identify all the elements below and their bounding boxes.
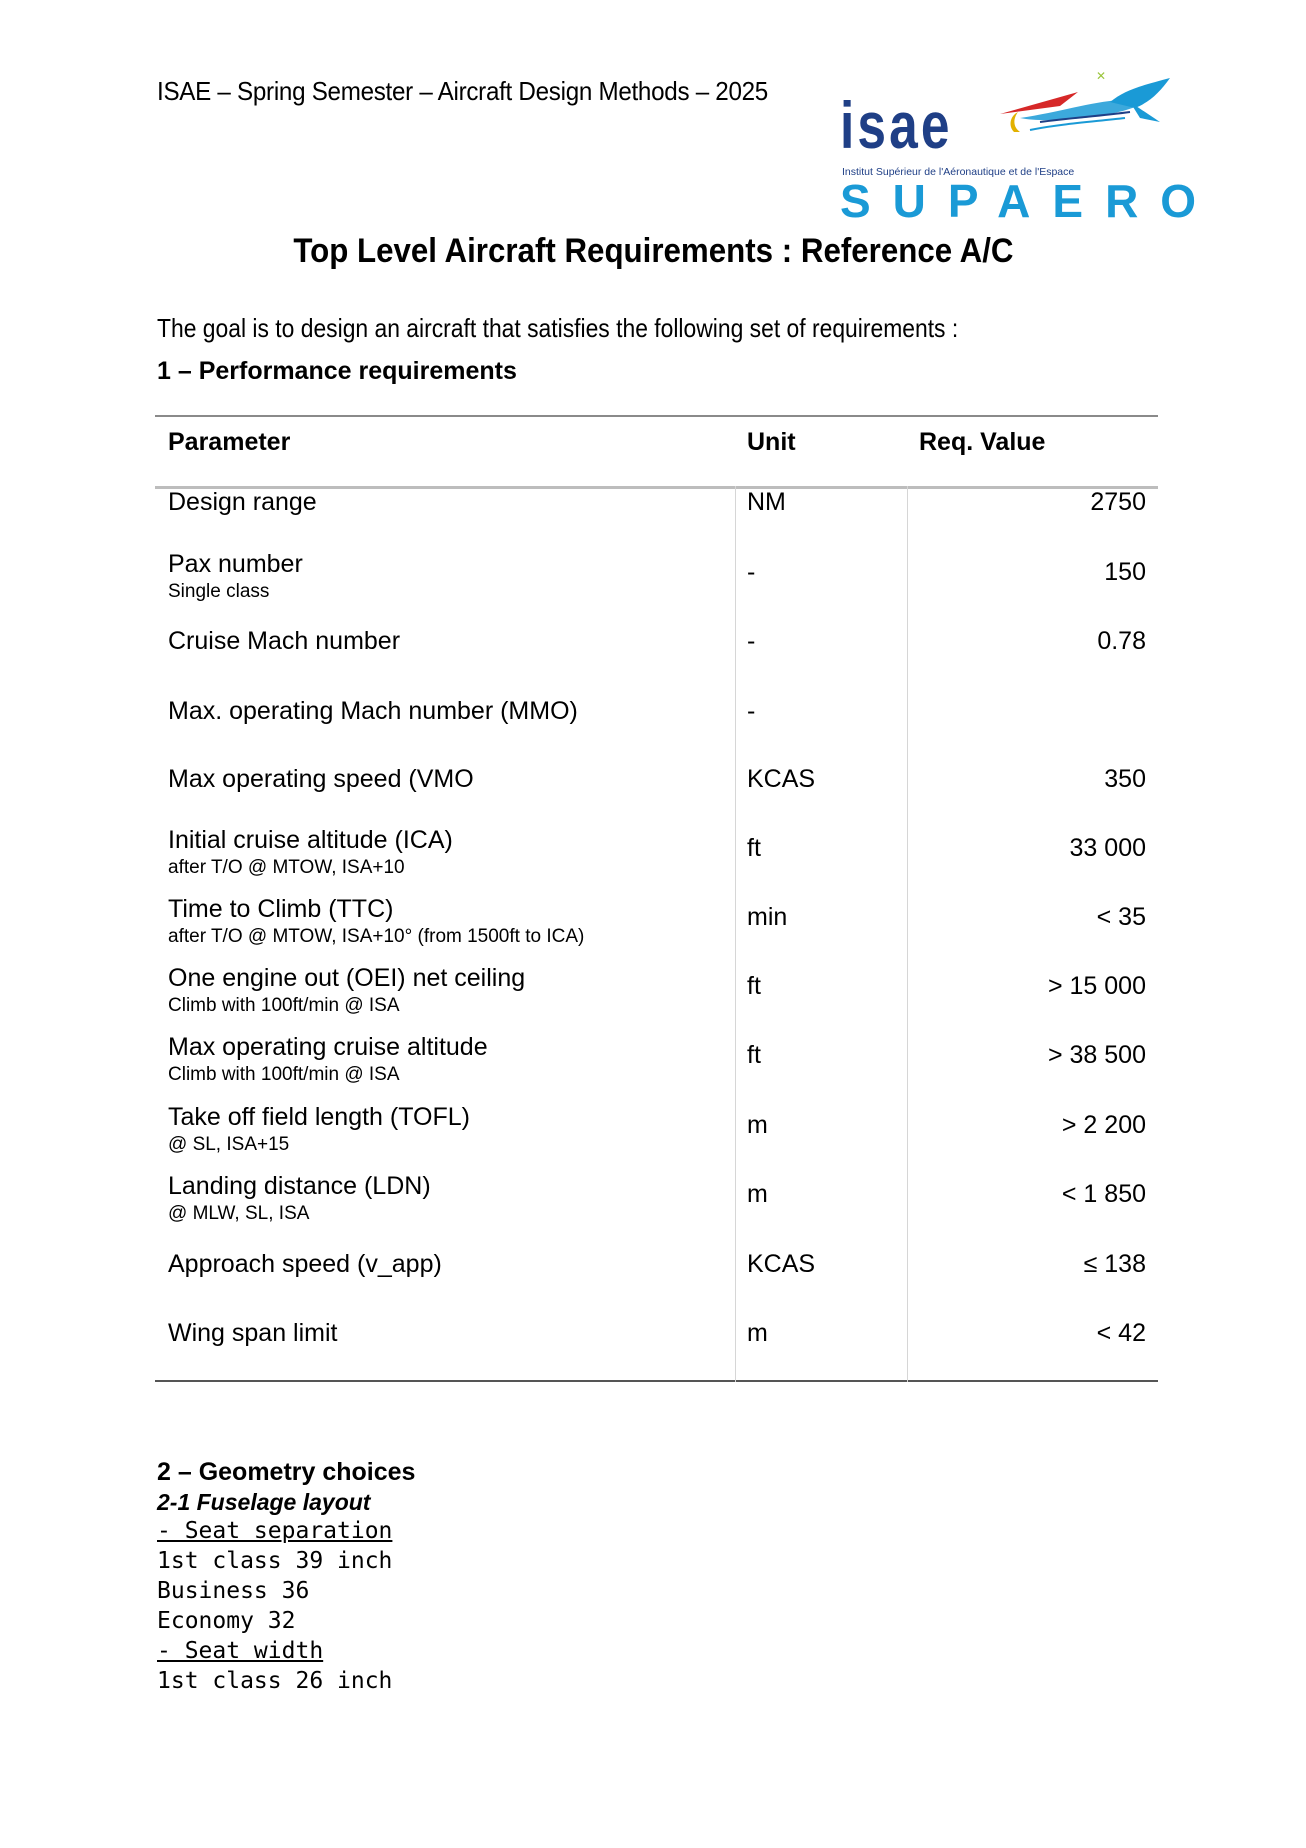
value-cell: < 1 850	[1061, 1180, 1146, 1208]
parameter-cell: One engine out (OEI) net ceiling	[168, 964, 526, 992]
logo-supaero-text: SUPAERO	[840, 175, 1219, 227]
value-cell: 150	[1104, 558, 1146, 586]
parameter-cell: Max operating speed (VMO	[168, 765, 474, 793]
value-cell: > 38 500	[1047, 1041, 1146, 1069]
section-1-heading: 1 – Performance requirements	[157, 357, 517, 385]
column-header-value: Req. Value	[919, 428, 1046, 456]
section-2-heading: 2 – Geometry choices	[157, 1458, 416, 1486]
value-cell: 2750	[1090, 488, 1146, 516]
text-line: 1st class 26 inch	[157, 1668, 393, 1694]
unit-cell: m	[747, 1180, 768, 1208]
unit-cell: -	[747, 627, 756, 655]
parameter-cell: Time to Climb (TTC)	[168, 895, 394, 923]
header-line: ISAE – Spring Semester – Aircraft Design Methods – 2025	[157, 76, 768, 106]
column-separator	[735, 486, 736, 1382]
subsection-label: - Seat separation	[157, 1518, 393, 1544]
value-cell: > 2 200	[1061, 1111, 1146, 1139]
unit-cell: KCAS	[747, 765, 816, 793]
text-line: Business 36	[157, 1578, 310, 1604]
unit-cell: ft	[747, 972, 761, 1000]
parameter-cell: Landing distance (LDN)	[168, 1172, 431, 1200]
section-2-1-heading: 2-1 Fuselage layout	[157, 1489, 371, 1515]
unit-cell: m	[747, 1319, 768, 1347]
unit-cell: -	[747, 558, 756, 586]
parameter-cell: Wing span limit	[168, 1319, 338, 1347]
unit-cell: KCAS	[747, 1250, 816, 1278]
parameter-condition: @ MLW, SL, ISA	[168, 1203, 310, 1224]
parameter-cell: Max. operating Mach number (MMO)	[168, 697, 578, 725]
value-cell: 0.78	[1097, 627, 1146, 655]
unit-cell: min	[747, 903, 788, 931]
parameter-cell: Take off field length (TOFL)	[168, 1103, 471, 1131]
value-cell: 33 000	[1069, 834, 1146, 862]
parameter-condition: @ SL, ISA+15	[168, 1134, 290, 1155]
unit-cell: ft	[747, 834, 761, 862]
parameter-cell: Max operating cruise altitude	[168, 1033, 488, 1061]
column-separator	[907, 486, 908, 1382]
text-line: Economy 32	[157, 1608, 296, 1634]
unit-cell: ft	[747, 1041, 761, 1069]
parameter-condition: Single class	[168, 581, 270, 602]
parameter-cell: Approach speed (v_app)	[168, 1250, 442, 1278]
subsection-label: - Seat width	[157, 1638, 324, 1664]
value-cell: 350	[1104, 765, 1146, 793]
parameter-condition: after T/O @ MTOW, ISA+10° (from 1500ft to ICA)	[168, 926, 585, 947]
document-title	[0, 232, 1306, 271]
column-header-parameter: Parameter	[168, 428, 291, 456]
bird-arrow-icon	[1000, 72, 1172, 142]
parameter-cell: Pax number	[168, 550, 303, 578]
unit-cell: -	[747, 697, 756, 725]
parameter-cell: Initial cruise altitude (ICA)	[168, 826, 453, 854]
document-title-text: Top Level Aircraft Requirements : Reference A/C	[292, 232, 1014, 270]
logo-isae-text: isae	[840, 88, 953, 162]
value-cell: > 15 000	[1047, 972, 1146, 1000]
parameter-condition: after T/O @ MTOW, ISA+10	[168, 857, 405, 878]
table-bottom-rule	[155, 1380, 1158, 1382]
intro-text: The goal is to design an aircraft that satisfies the following set of requirements :	[157, 313, 959, 343]
logo-subtitle: Institut Supérieur de l'Aéronautique et de l'Espace	[842, 166, 1075, 178]
parameter-cell: Cruise Mach number	[168, 627, 401, 655]
parameter-condition: Climb with 100ft/min @ ISA	[168, 1064, 400, 1085]
isae-supaero-logo	[840, 72, 1219, 232]
column-header-unit: Unit	[747, 428, 796, 456]
value-cell: < 42	[1096, 1319, 1146, 1347]
unit-cell: NM	[747, 488, 786, 516]
parameter-cell: Design range	[168, 488, 317, 516]
parameter-condition: Climb with 100ft/min @ ISA	[168, 995, 400, 1016]
text-line: 1st class 39 inch	[157, 1548, 393, 1574]
svg-text:✕: ✕	[1096, 72, 1107, 83]
unit-cell: m	[747, 1111, 768, 1139]
value-cell: < 35	[1096, 903, 1146, 931]
value-cell: ≤ 138	[1083, 1250, 1146, 1278]
